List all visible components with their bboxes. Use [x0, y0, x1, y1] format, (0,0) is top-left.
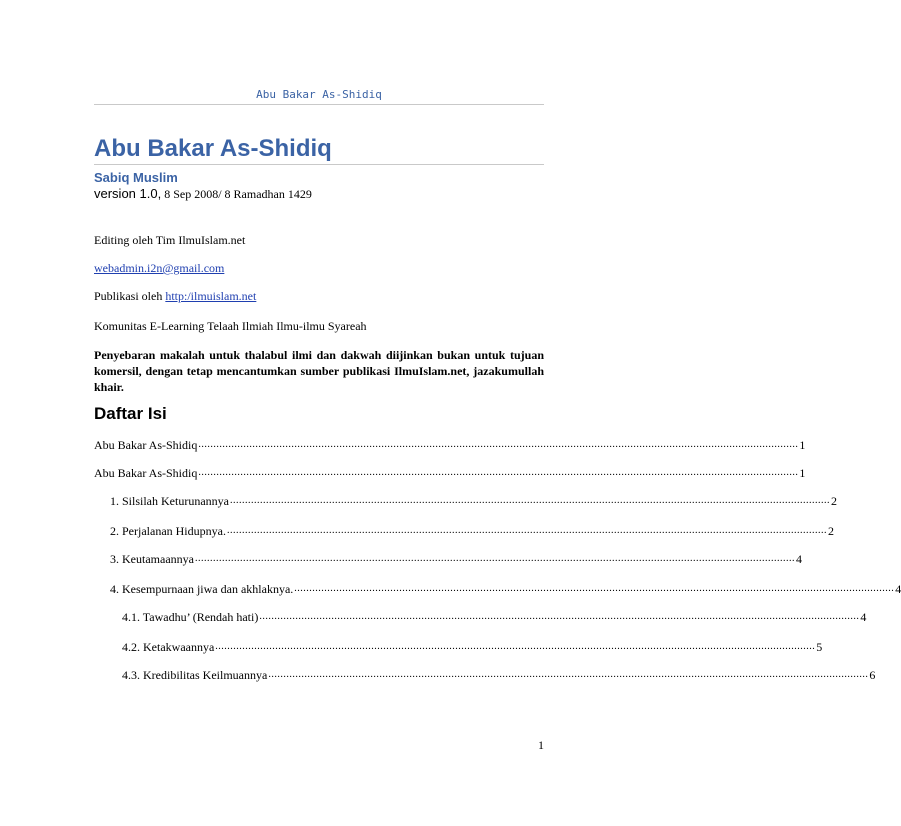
- toc-entry-page: 2: [827, 524, 834, 538]
- publication-line: [94, 288, 256, 304]
- toc-entry-title: 4.1. Tawadhu’ (Rendah hati): [122, 610, 259, 624]
- toc-leader-dots: ........................................................................................................................................................................................................: [226, 525, 827, 536]
- toc-leader-dots: ........................................................................................................................................................................................................: [194, 553, 795, 564]
- distribution-notice: Penyebaran makalah untuk thalabul ilmi dan dakwah diijinkan bukan untuk tujuan komersil, dengan tetap mencantumkan sumber publikasi IlmuIslam.net, jazakumullah khair.: [94, 348, 544, 394]
- toc-entry-page: 2: [830, 494, 837, 508]
- toc-entry-page: 4: [795, 552, 802, 566]
- toc-entry-page: 1: [799, 466, 806, 480]
- toc-entry-title: Abu Bakar As-Shidiq: [94, 466, 198, 480]
- publication-prefix: Publikasi oleh: [94, 289, 163, 303]
- toc-entry-title: 4. Kesempurnaan jiwa dan akhlaknya.: [110, 582, 294, 596]
- toc-entry-title: 4.2. Ketakwaannya: [122, 640, 215, 654]
- toc-entry[interactable]: [110, 522, 834, 538]
- toc-entry[interactable]: [94, 436, 806, 452]
- toc-entry-title: 4.3. Kredibilitas Keilmuannya: [122, 668, 268, 682]
- toc-leader-dots: ........................................................................................................................................................................................................: [198, 467, 799, 478]
- running-header: Abu Bakar As-Shidiq: [256, 88, 382, 101]
- toc-leader-dots: ........................................................................................................................................................................................................: [294, 583, 895, 594]
- toc-entry-title: 1. Silsilah Keturunannya: [110, 494, 229, 508]
- toc-entry-page: 5: [816, 640, 823, 654]
- toc-entry[interactable]: [122, 608, 867, 624]
- toc-entry-title: 2. Perjalanan Hidupnya.: [110, 524, 226, 538]
- editing-credit: Editing oleh Tim IlmuIslam.net: [94, 233, 246, 247]
- toc-leader-dots: ........................................................................................................................................................................................................: [268, 669, 869, 680]
- toc-entry-page: 1: [799, 438, 806, 452]
- toc-entry[interactable]: [110, 492, 837, 508]
- toc-heading: Daftar Isi: [94, 404, 167, 423]
- toc-entry-title: Abu Bakar As-Shidiq: [94, 438, 198, 452]
- toc-entry[interactable]: [122, 666, 876, 682]
- toc-leader-dots: ........................................................................................................................................................................................................: [215, 641, 816, 652]
- toc-entry-page: 4: [895, 582, 901, 596]
- toc-entry-page: 6: [869, 668, 876, 682]
- document-title: Abu Bakar As-Shidiq: [94, 135, 332, 162]
- toc-entry-title: 3. Keutamaannya: [110, 552, 194, 566]
- email-link[interactable]: webadmin.i2n@gmail.com: [94, 261, 225, 275]
- version-label: version 1.0,: [94, 186, 162, 201]
- author-name: Sabiq Muslim: [94, 170, 178, 185]
- toc-entry-page: 4: [860, 610, 867, 624]
- toc-leader-dots: ........................................................................................................................................................................................................: [198, 439, 799, 450]
- version-line: [94, 186, 312, 202]
- toc-leader-dots: ........................................................................................................................................................................................................: [229, 495, 830, 506]
- version-date: 8 Sep 2008/ 8 Ramadhan 1429: [164, 187, 312, 201]
- toc-entry[interactable]: [122, 638, 823, 654]
- toc-entry[interactable]: [110, 550, 802, 566]
- page-number: 1: [538, 738, 544, 752]
- header-divider: [94, 104, 544, 105]
- toc-leader-dots: ........................................................................................................................................................................................................: [259, 611, 860, 622]
- toc-entry[interactable]: [110, 580, 901, 596]
- toc-entry[interactable]: [94, 464, 806, 480]
- publication-link[interactable]: http:/ilmuislam.net: [165, 289, 257, 303]
- community-line: Komunitas E-Learning Telaah Ilmiah Ilmu-ilmu Syareah: [94, 319, 367, 333]
- title-divider: [94, 164, 544, 165]
